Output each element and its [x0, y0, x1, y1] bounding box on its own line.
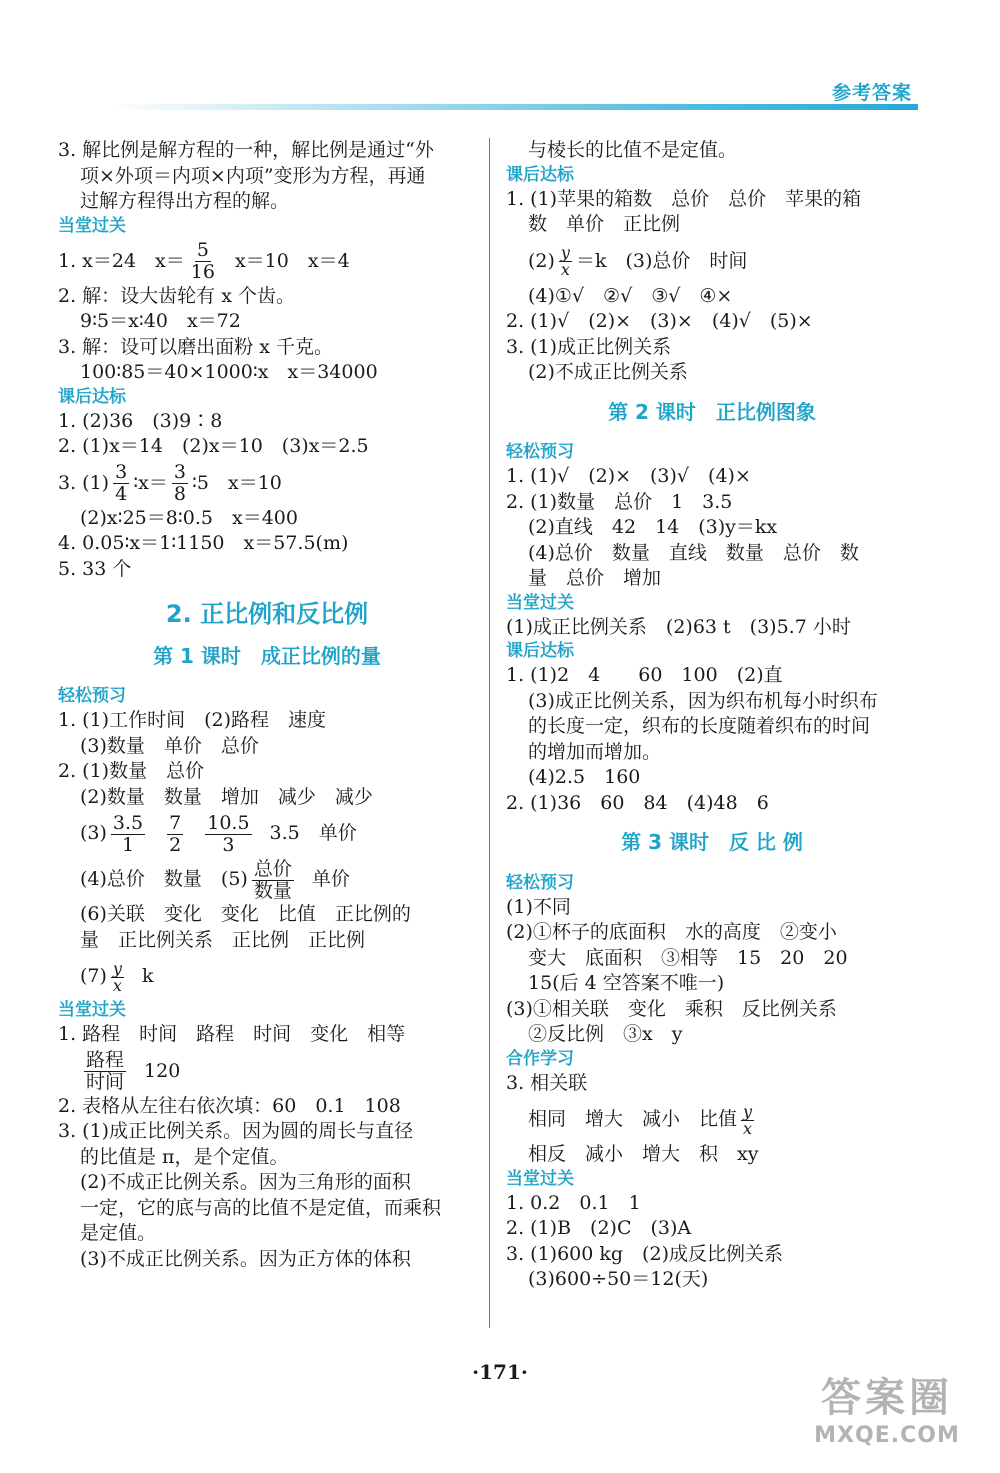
answer-text: ∶x＝ — [133, 471, 168, 494]
section-heading: 课后达标 — [506, 641, 574, 661]
answer-line: (2)①杯子的底面积 水的高度 ②变小 — [506, 921, 837, 943]
answer-line — [58, 856, 476, 902]
answer-text: 1. x＝24 x＝ — [58, 249, 185, 272]
answer-line: 1. (1)√ (2)× (3)√ (4)× — [506, 465, 751, 487]
fraction — [172, 462, 188, 505]
answer-line: (3)数量 单价 总价 — [80, 734, 259, 757]
answer-text: 单价 — [311, 868, 350, 890]
answer-line: (2)不成正比例关系。因为三角形的面积 — [80, 1171, 411, 1193]
answer-text: 120 — [144, 1059, 181, 1082]
fraction — [111, 813, 145, 856]
answer-line — [58, 460, 476, 506]
fraction-numerator: y — [112, 958, 122, 978]
fraction-numerator: 3 — [173, 461, 186, 483]
answer-line — [58, 238, 476, 284]
fraction-denominator: x — [112, 975, 122, 995]
answer-line: (1)不同 — [506, 895, 571, 918]
fraction — [111, 958, 124, 995]
answer-line: 15(后 4 空答案不唯一) — [528, 972, 725, 994]
section-heading: 轻松预习 — [506, 442, 574, 462]
watermark-url: MXQE.COM — [814, 1423, 960, 1448]
answer-text: 3.5 单价 — [269, 822, 357, 844]
answer-line: (3)不成正比例关系。因为正方体的体积 — [80, 1247, 411, 1270]
answer-line: 2. 表格从左往右依次填：60 0.1 108 — [58, 1094, 401, 1117]
answer-text: k — [141, 965, 154, 987]
section-heading: 课后达标 — [58, 386, 126, 407]
answer-line: 与棱长的比值不是定值。 — [528, 139, 738, 161]
lesson-title: 第 1 课时 成正比例的量 — [153, 643, 381, 668]
answer-line: 3. 相关联 — [506, 1071, 588, 1094]
fraction-denominator: 2 — [169, 833, 182, 856]
section-heading: 课后达标 — [506, 164, 574, 185]
answer-line: 9∶5＝x∶40 x＝72 — [80, 310, 241, 332]
answer-line: 2. (1)36 60 84 (4)48 6 — [506, 791, 769, 814]
answer-line — [58, 953, 476, 999]
fraction-numerator: 7 — [169, 811, 182, 834]
fraction-denominator: 8 — [173, 483, 186, 505]
fraction-numerator: 总价 — [253, 857, 292, 880]
answer-line — [58, 810, 476, 856]
answer-text: (7) — [80, 965, 107, 987]
answer-line: 2. 解：设大齿轮有 x 个齿。 — [58, 284, 295, 307]
answer-line: (2)不成正比例关系 — [528, 361, 688, 383]
answer-line: 5. 33 个 — [58, 557, 132, 580]
fraction — [252, 859, 294, 902]
header-section-tab: 参考答案 — [831, 82, 912, 104]
answer-text: 相同 增大 减小 比值 — [528, 1108, 738, 1130]
answer-line: 1. 0.2 0.1 1 — [506, 1191, 641, 1214]
answer-line: 2. (1)数量 总价 1 3.5 — [506, 490, 733, 513]
fraction — [559, 245, 572, 278]
answer-line: 1. (2)36 (3)9∶8 — [58, 409, 223, 432]
answer-line — [506, 238, 918, 284]
answer-text: (4)总价 数量 (5) — [80, 868, 248, 890]
answer-line — [58, 1048, 476, 1094]
fraction-numerator: 10.5 — [207, 811, 250, 834]
fraction — [113, 462, 129, 505]
column-divider — [489, 138, 490, 1328]
answer-line: (3)成正比例关系，因为织布机每小时织布 — [528, 689, 878, 712]
answer-line: (3)600÷50＝12(天) — [528, 1268, 709, 1290]
fraction-denominator: 时间 — [86, 1071, 125, 1093]
answer-line: 一定，它的底与高的比值不是定值，而乘积 — [80, 1196, 442, 1219]
watermark-logo — [802, 1373, 972, 1465]
fraction — [189, 240, 217, 283]
answer-line: 的比值是 π，是个定值。 — [80, 1145, 289, 1168]
fraction-denominator: 4 — [115, 483, 128, 505]
fraction — [741, 1101, 754, 1138]
fraction-denominator: 1 — [121, 833, 135, 856]
answer-line: (2)数量 数量 增加 减少 减少 — [80, 785, 373, 808]
answer-text: ＝k (3)总价 时间 — [575, 249, 748, 272]
answer-line: 变大 底面积 ③相等 15 20 20 — [528, 946, 848, 969]
section-heading: 当堂过关 — [506, 592, 574, 613]
answer-line: 4. 0.05∶x＝1∶1150 x＝57.5(m) — [58, 532, 349, 554]
answer-line: ②反比例 ③x y — [528, 1023, 683, 1045]
fraction-numerator: 3 — [115, 461, 128, 483]
answer-line: 相反 减小 增大 积 xy — [528, 1143, 759, 1165]
answer-line: (3)①相关联 变化 乘积 反比例关系 — [506, 997, 837, 1020]
answer-line: 是定值。 — [80, 1222, 157, 1244]
right-column — [506, 138, 918, 1293]
answer-line: 2. (1)√ (2)× (3)× (4)√ (5)× — [506, 310, 813, 332]
header-divider — [108, 104, 918, 110]
answer-text: 3. (1) — [58, 471, 110, 494]
fraction-denominator: 数量 — [253, 879, 292, 902]
answer-line: 过解方程得出方程的解。 — [80, 190, 290, 212]
answer-line: 数 单价 正比例 — [528, 213, 681, 235]
answer-line: 3. (1)成正比例关系。因为圆的周长与直径 — [58, 1120, 414, 1142]
chapter-title: 2. 正比例和反比例 — [165, 600, 369, 628]
answer-text: x＝10 x＝4 — [234, 249, 350, 272]
section-heading: 当堂过关 — [58, 1000, 126, 1020]
answer-text: (3) — [80, 822, 107, 844]
fraction — [167, 813, 183, 856]
answer-line: 3. (1)600 kg (2)成反比例关系 — [506, 1242, 783, 1265]
answer-line: (4)总价 数量 直线 数量 总价 数 — [528, 541, 859, 564]
answer-line: 3. (1)成正比例关系 — [506, 335, 672, 358]
answer-line: (4)①√ ②√ ③√ ④× — [528, 284, 733, 307]
fraction-numerator: y — [560, 243, 570, 262]
section-heading: 当堂过关 — [506, 1168, 574, 1189]
answer-line — [506, 1096, 918, 1142]
answer-line: 1. (1)苹果的箱数 总价 总价 苹果的箱 — [506, 187, 862, 210]
answer-line: 2. (1)x＝14 (2)x＝10 (3)x＝2.5 — [58, 435, 369, 457]
answer-line: 3. 解：设可以磨出面粉 x 千克。 — [58, 335, 333, 358]
answer-line: (2)x∶25＝8∶0.5 x＝400 — [80, 506, 298, 529]
answer-text: (2) — [528, 249, 555, 272]
answer-line: 1. (1)工作时间 (2)路程 速度 — [58, 709, 326, 731]
answer-line: 100∶85＝40×1000∶x x＝34000 — [80, 361, 378, 383]
fraction-denominator: x — [743, 1118, 753, 1138]
fraction-numerator: 路程 — [86, 1049, 125, 1071]
section-heading: 轻松预习 — [506, 872, 574, 893]
answer-line: 1. (1)2 4 60 100 (2)直 — [506, 664, 783, 686]
answer-line: (6)关联 变化 变化 比值 正比例的 — [80, 903, 411, 925]
answer-line: 3. 解比例是解方程的一种，解比例是通过“外 — [58, 139, 434, 161]
answer-line: 量 正比例关系 正比例 正比例 — [80, 928, 366, 951]
answer-line: 2. (1)B (2)C (3)A — [506, 1217, 692, 1239]
left-column — [58, 138, 476, 1272]
fraction-denominator: 16 — [190, 261, 215, 283]
answer-line: 项×外项＝内项×内项”变形为方程，再通 — [80, 164, 426, 187]
answer-line: 的长度一定，织布的长度随着织布的时间 — [528, 715, 871, 737]
fraction — [205, 813, 251, 856]
answer-line: (2)直线 42 14 (3)y＝kx — [528, 516, 778, 538]
section-heading: 合作学习 — [506, 1048, 574, 1069]
page-number: ·171· — [472, 1360, 528, 1384]
watermark-text: 答案圈 — [821, 1375, 953, 1421]
fraction-numerator: 3.5 — [112, 811, 144, 834]
answer-text: ∶5 x＝10 — [191, 471, 282, 494]
section-heading: 轻松预习 — [58, 686, 126, 706]
fraction-numerator: y — [743, 1101, 753, 1121]
fraction-denominator: 3 — [222, 833, 235, 856]
answer-line: 量 总价 增加 — [528, 567, 662, 589]
answer-line: 的增加而增加。 — [528, 740, 662, 763]
answer-line: 2. (1)数量 总价 — [58, 760, 205, 782]
answer-line: 1. 路程 时间 路程 时间 变化 相等 — [58, 1023, 406, 1045]
fraction-denominator: x — [560, 260, 570, 279]
lesson-title: 第 3 课时 反 比 例 — [621, 830, 803, 854]
section-heading: 当堂过关 — [58, 215, 126, 236]
answer-line: (1)成正比例关系 (2)63 t (3)5.7 小时 — [506, 615, 851, 638]
answer-line: (4)2.5 160 — [528, 766, 641, 788]
fraction-numerator: 5 — [196, 239, 209, 261]
fraction — [84, 1050, 126, 1093]
lesson-title: 第 2 课时 正比例图象 — [608, 399, 816, 424]
